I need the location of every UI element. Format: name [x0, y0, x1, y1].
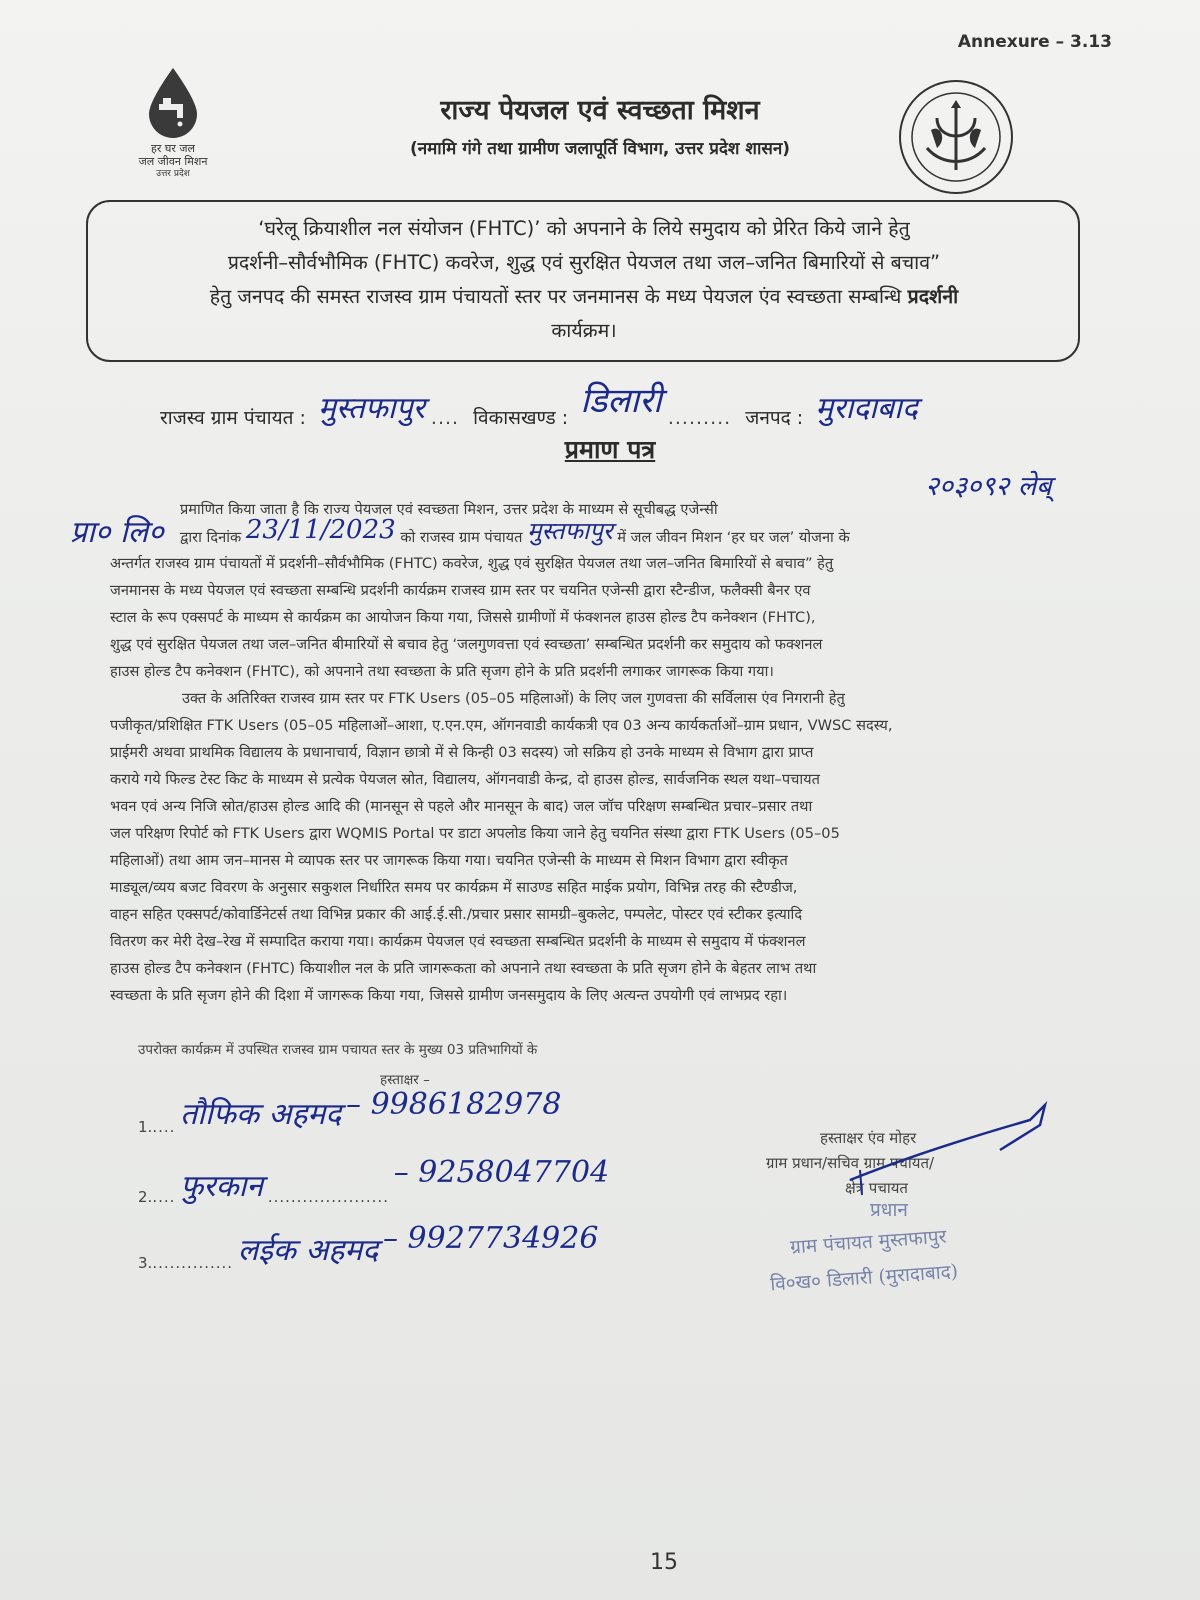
- participant-number: 1.: [138, 1118, 153, 1136]
- programme-title-line4: कार्यक्रम।: [551, 319, 617, 342]
- participant-number: 3.: [138, 1254, 153, 1272]
- participant-number: 2.: [138, 1188, 153, 1206]
- signature-mark: [840, 1100, 1060, 1200]
- district-value: मुरादाबाद: [815, 391, 918, 426]
- para2-line: हाउस होल्ड टैप कनेक्शन (FHTC) कियाशील नल के प्रति जागरूकता को अपनाने तथा स्वच्छता के प्रति सृजग होने के बेहतर लाभ तथा: [110, 960, 817, 977]
- participant-phone: – 9986182978: [346, 1087, 562, 1122]
- page-number: 15: [650, 1550, 678, 1575]
- para1-line2-part2: को राजस्व ग्राम पंचायत: [400, 529, 523, 546]
- logo-caption-line2: जल जीवन मिशन: [138, 155, 208, 168]
- participant-signature: फुरकान: [180, 1169, 264, 1204]
- para2-line: उक्त के अतिरिक्त राजस्व ग्राम स्तर पर FTK Users (05–05 महिलाओं) के लिए जल गुणवत्ता की सर्विलास एंव निगरानी हेतु: [182, 690, 845, 707]
- para1-line6: शुद्ध एवं सुरक्षित पेयजल तथा जल–जनित बीमारियों से बचाव हेतु ‘जलगुणवत्ता एवं स्वच्छता’ सम्बन्धित प्रदर्शनी कर समुदाय को फक्शनल: [110, 636, 823, 653]
- signatory-line1: हस्ताक्षर एंव मोहर: [820, 1129, 917, 1147]
- mission-subtitle: (नमामि गंगे तथा ग्रामीण जलापूर्ति विभाग, उत्तर प्रदेश शासन): [409, 139, 791, 159]
- participant-signature: लईक अहमद: [237, 1233, 379, 1268]
- para2-line: वाहन सहित एक्सपर्ट/कोवार्डिनेटर्स तथा विभिन्न प्रकार की आई.ई.सी./प्रचार प्रसार सामग्री–बुकलेट, पम्पलेट, पोस्टर एवं स्टीकर इत्यादि: [110, 906, 803, 923]
- para1-line7: हाउस होल्ड टैप कनेक्शन (FHTC), को अपनाने तथा स्वच्छता के प्रति सृजग होने के प्रति प्रदर्शनी लगाकर जागरूक किया गया।: [110, 663, 774, 680]
- para2-line: पजीकृत/प्रशिक्षित FTK Users (05–05 महिलाओं–आशा, ए.एन.एम, ऑगनवाडी कार्यकत्री एव 03 अन्य कार्यकर्ताओं–ग्राम प्रधान, VWSC सदस्य,: [110, 717, 893, 734]
- handwritten-margin-note: प्रा० लि०: [70, 515, 164, 550]
- para2-line: वितरण कर मेरी देख–रेख में सम्पादित कराया गया। कार्यक्रम पेयजल एवं स्वच्छता सम्बन्धित प्रदर्शनी के माध्यम से समुदाय में फंक्शनल: [110, 933, 806, 950]
- para2-line: प्राईमरी अथवा प्राथमिक विद्यालय के प्रधानाचार्य, विज्ञान छात्रो में से किन्ही 03 सदस्य) जो सक्रिय हो उनके माध्यम से विभाग द्वारा प्राप्त: [110, 744, 814, 761]
- mission-title: राज्य पेयजल एवं स्वच्छता मिशन: [440, 95, 760, 126]
- programme-title-line2: प्रदर्शनी–सौर्वभौमिक (FHTC) कवरेज, शुद्ध एवं सुरक्षित पेयजल तथा जल–जनित बिमारियों से बचाव”: [227, 251, 941, 274]
- logo-caption-line3: उत्तर प्रदेश: [156, 169, 190, 179]
- programme-title-line3-text: हेतु जनपद की समस्त राजस्व ग्राम पंचायतों स्तर पर जनमानस के मध्य पेयजल एंव स्वच्छता सम्बन्धि: [209, 285, 902, 308]
- participant-signature: तौफिक अहमद: [180, 1097, 342, 1132]
- certificate-title: प्रमाण पत्र: [564, 435, 656, 464]
- handwritten-date: 23/11/2023: [245, 515, 396, 545]
- block-value: डिलारी: [580, 381, 662, 421]
- para1-line2-part1: द्वारा दिनांक: [180, 529, 242, 546]
- para1-line5: स्टाल के रूप एक्सपर्ट के माध्यम से कार्यक्रम का आयोजन किया गया, जिससे ग्रामीणों में फंक्शनल हाउस होल्ड टैप कनेक्शन (FHTC),: [110, 609, 816, 626]
- para2-line: भवन एवं अन्य निजि स्रोत/हाउस होल्ड आदि की (मानसून से पहले और मानसून के बाद) जल जॉच परिक्षण सम्बन्धित प्रचार–प्रसार तथा: [110, 798, 813, 815]
- para2-line: जल परिक्षण रिपोर्ट को FTK Users द्वारा WQMIS Portal पर डाटा अपलोड किया जाने हेतु चयनित संस्था द्वारा FTK Users (05–05: [110, 825, 840, 842]
- annexure-label: Annexure – 3.13: [957, 32, 1112, 52]
- district-label: जनपद :: [745, 407, 804, 429]
- handwritten-agency-name: २०३०९२ लेब्: [925, 471, 1052, 502]
- para2-line: महिलाओं) तथा आम जन–मानस मे व्यापक स्तर पर जागरूक किया गया। चयनित एजेन्सी के माध्यम से मिशन विभाग द्वारा स्वीकृत: [110, 852, 788, 869]
- participant-phone: – 9927734926: [383, 1221, 599, 1256]
- participant-row-3: 3............... लईक अहमद – 9927734926: [138, 1221, 599, 1272]
- programme-title-line3: [96, 280, 1072, 314]
- programme-title-line3-bold: प्रदर्शनी: [907, 285, 959, 308]
- location-fields: राजस्व ग्राम पंचायत : मुस्तफापुर .... विकासखण्ड : डिलारी ......... जनपद : मुरादाबाद: [160, 388, 1060, 434]
- para1-line1: प्रमाणित किया जाता है कि राज्य पेयजल एवं स्वच्छता मिशन, उत्तर प्रदेश के माध्यम से सूचीबद्ध एजेन्सी: [180, 501, 718, 518]
- para1-line2: [180, 515, 1100, 550]
- para1-line4: जनमानस के मध्य पेयजल एवं स्वच्छता सम्बन्धि प्रदर्शनी कार्यक्रम राजस्व ग्राम स्तर पर चयनित एजेन्सी द्वारा स्टैन्डीज, फलैक्सी बैनर एव: [110, 582, 811, 599]
- handwritten-gram-panchayat: मुस्तफापुर: [527, 517, 613, 545]
- participant-phone: – 9258047704: [393, 1155, 610, 1190]
- para1-line2-part3: में जल जीवन मिशन ‘हर घर जल’ योजना के: [617, 529, 850, 546]
- stamp-line0: प्रधान: [870, 1199, 908, 1221]
- programme-title-line1: ‘घरेलू क्रियाशील नल संयोजन (FHTC)’ को अपनाने के लिये समुदाय को प्रेरित किये जाने हेतु: [258, 217, 910, 240]
- stamp-line2: वि०ख० डिलारी (मुरादाबाद): [769, 1260, 959, 1296]
- logo-caption-line1: हर घर जल: [151, 142, 195, 155]
- participants-subtitle: हस्ताक्षर –: [380, 1072, 430, 1088]
- participant-row-1: 1..... तौफिक अहमद – 9986182978: [138, 1087, 562, 1136]
- gram-panchayat-label: राजस्व ग्राम पंचायत :: [160, 407, 306, 429]
- water-drop-icon: [143, 66, 203, 138]
- signatory-line3: क्षेत्र पचायत: [845, 1179, 908, 1197]
- participants-title: उपरोक्त कार्यक्रम में उपस्थित राजस्व ग्राम पचायत स्तर के मुख्य 03 प्रतिभागियों के: [138, 1042, 538, 1058]
- participant-row-2: 2..... फुरकान ..................... – 9258047704: [138, 1155, 610, 1206]
- har-ghar-jal-logo: [118, 66, 228, 181]
- block-label: विकासखण्ड :: [473, 407, 569, 429]
- stamp-line1: ग्राम पंचायत मुस्तफापुर: [789, 1225, 948, 1259]
- programme-title-text: [96, 212, 1072, 348]
- para2-line: कराये गये फिल्ड टेस्ट किट के माध्यम से प्रत्येक पेयजल स्रोत, विद्यालय, ऑगनवाडी केन्द्र, दो हाउस होल्ड, सार्वजनिक स्थल यथा–पचायत: [110, 771, 820, 788]
- para2-line: स्वच्छता के प्रति सृजग होने की दिशा में जागरूक किया गया, जिससे ग्रामीण जनसमुदाय के लिए अत्यन्त उपयोगी एवं लाभप्रद रहा।: [110, 987, 788, 1004]
- gram-panchayat-value: मुस्तफापुर: [317, 391, 425, 426]
- signatory-line2: ग्राम प्रधान/सचिव ग्राम पचायत/: [766, 1154, 935, 1172]
- para1-line3: अन्तर्गत राजस्व ग्राम पंचायतों में प्रदर्शनी–सौर्वभौमिक (FHTC) कवरेज, शुद्ध एवं सुरक्षित पेयजल तथा जल–जनित बिमारियों से बचाव” हेतु: [110, 555, 834, 572]
- para2-line: माड्यूल/व्यय बजट विवरण के अनुसार सकुशल निर्धारित समय पर कार्यक्रम में साउण्ड सहित माईक प्रयोग, विभिन्न तरह की स्टैण्डीज,: [110, 879, 798, 896]
